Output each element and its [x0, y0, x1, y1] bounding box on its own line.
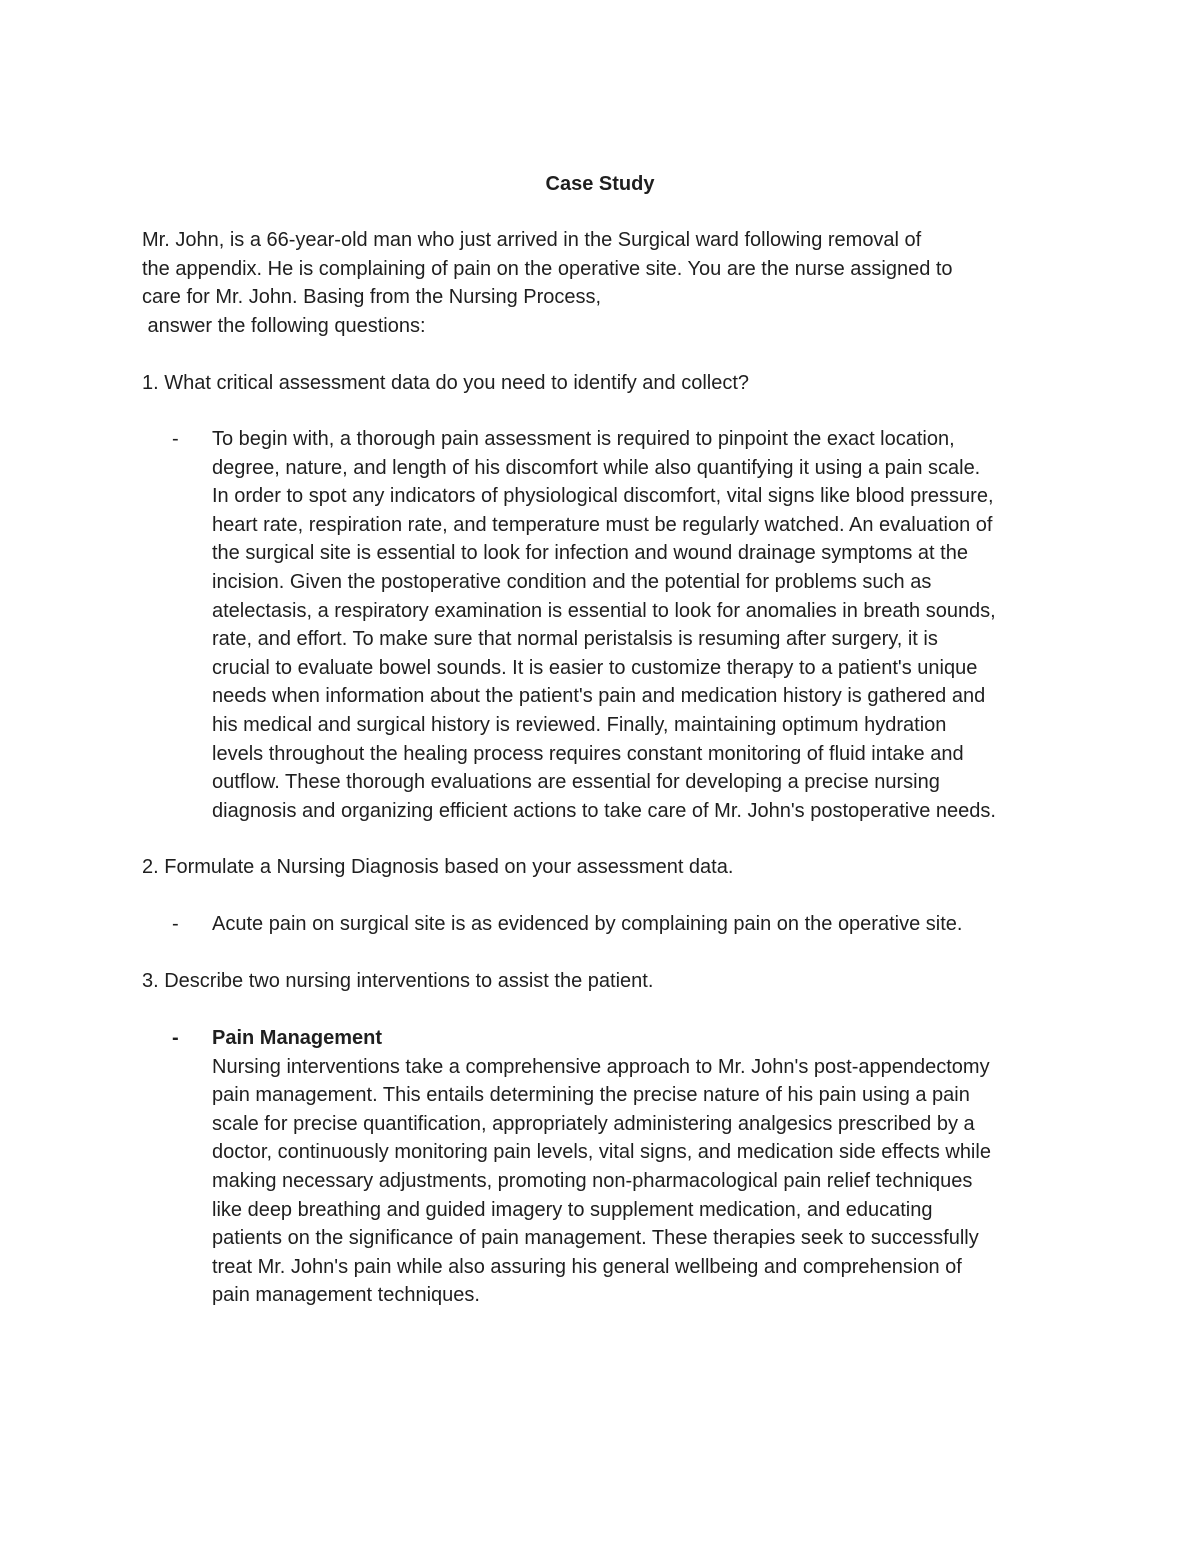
answer-line: like deep breathing and guided imagery to supplement medication, and educating — [212, 1198, 933, 1221]
answer-line: his medical and surgical history is reviewed. Finally, maintaining optimum hydration — [212, 713, 947, 736]
answer-line: degree, nature, and length of his discomfort while also quantifying it using a pain scale. — [212, 456, 981, 479]
bullet-dash: - — [172, 1027, 179, 1049]
intro-line: answer the following questions: — [142, 314, 426, 337]
answer-line: making necessary adjustments, promoting non-pharmacological pain relief techniques — [212, 1169, 973, 1192]
answer-line: diagnosis and organizing efficient actions to take care of Mr. John's postoperative needs. — [212, 799, 996, 822]
answer-line: patients on the significance of pain management. These therapies seek to successfully — [212, 1227, 979, 1250]
answer-line: rate, and effort. To make sure that normal peristalsis is resuming after surgery, it is — [212, 628, 938, 651]
intro-paragraph — [142, 226, 1042, 340]
answer-line: pain management techniques. — [212, 1284, 480, 1307]
answer-1-text — [212, 425, 1072, 825]
answer-line: pain management. This entails determining the precise nature of his pain using a pain — [212, 1084, 970, 1107]
question-3: 3. Describe two nursing interventions to assist the patient. — [142, 970, 654, 992]
answer-line: outflow. These thorough evaluations are essential for developing a precise nursing — [212, 771, 940, 794]
page-title: Case Study — [545, 173, 655, 195]
answer-line: Nursing interventions take a comprehensive approach to Mr. John's post-appendectomy — [212, 1055, 990, 1078]
intro-line: Mr. John, is a 66-year-old man who just arrived in the Surgical ward following removal of — [142, 229, 922, 251]
intro-line: the appendix. He is complaining of pain on the operative site. You are the nurse assigned to — [142, 257, 953, 280]
answer-line: needs when information about the patient's pain and medication history is gathered and — [212, 685, 986, 708]
answer-line: scale for precise quantification, appropriately administering analgesics prescribed by a — [212, 1112, 975, 1135]
bullet-dash: - — [172, 428, 179, 450]
answer-line: the surgical site is essential to look for infection and wound drainage symptoms at the — [212, 542, 968, 565]
answer-line: heart rate, respiration rate, and temperature must be regularly watched. An evaluation of — [212, 513, 993, 536]
answer-2-text — [212, 910, 1072, 939]
answer-3-text — [212, 1024, 1072, 1310]
question-2: 2. Formulate a Nursing Diagnosis based on your assessment data. — [142, 856, 734, 878]
subheading-pain-management: Pain Management — [212, 1027, 383, 1049]
answer-line: levels throughout the healing process requires constant monitoring of fluid intake and — [212, 742, 964, 765]
answer-line: treat Mr. John's pain while also assuring his general wellbeing and comprehension of — [212, 1255, 962, 1278]
intro-line: care for Mr. John. Basing from the Nursing Process, — [142, 286, 602, 309]
answer-line: doctor, continuously monitoring pain levels, vital signs, and medication side effects while — [212, 1141, 991, 1164]
answer-line: In order to spot any indicators of physiological discomfort, vital signs like blood pressure, — [212, 485, 994, 508]
question-1: 1. What critical assessment data do you need to identify and collect? — [142, 372, 750, 394]
answer-line: incision. Given the postoperative condition and the potential for problems such as — [212, 570, 932, 593]
answer-line: Acute pain on surgical site is as evidenced by complaining pain on the operative site. — [212, 913, 963, 935]
bullet-dash: - — [172, 913, 179, 935]
answer-line: crucial to evaluate bowel sounds. It is easier to customize therapy to a patient's unique — [212, 656, 978, 679]
answer-line: atelectasis, a respiratory examination is essential to look for anomalies in breath sounds, — [212, 599, 996, 622]
answer-line: To begin with, a thorough pain assessment is required to pinpoint the exact location, — [212, 428, 955, 450]
